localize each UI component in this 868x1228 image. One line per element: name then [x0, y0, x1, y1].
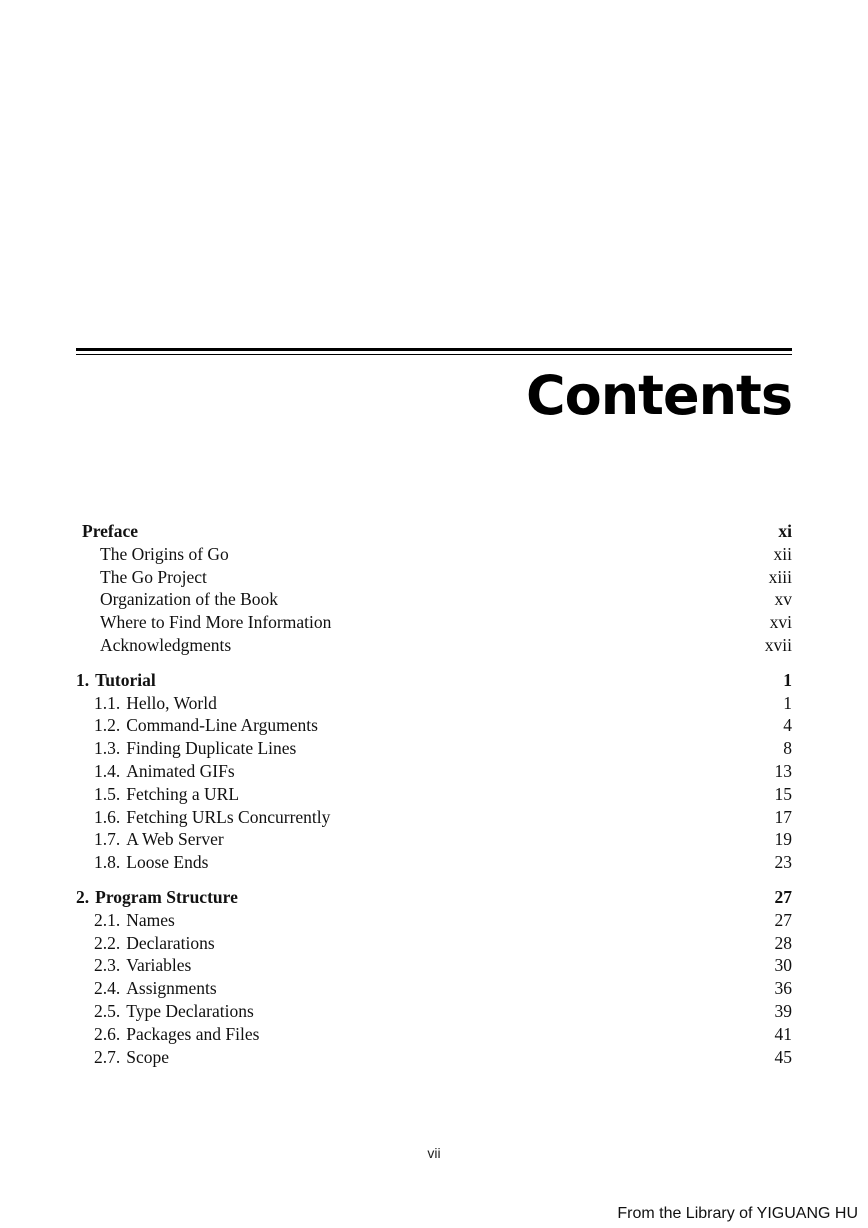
toc-entry-page: 8 [783, 738, 792, 759]
toc-entry-page: 17 [774, 806, 792, 827]
toc-entry-number: 1.6. [94, 806, 121, 827]
toc-section-entry[interactable] [76, 932, 792, 955]
toc-entry-heading [76, 669, 156, 692]
toc-entry-number: 1.8. [94, 852, 121, 873]
toc-entry-heading [94, 806, 330, 829]
toc-section-entry[interactable] [76, 634, 792, 657]
toc-entry-page: xiii [768, 566, 792, 587]
toc-entry-label: Tutorial [95, 669, 156, 690]
toc-entry-heading [94, 714, 318, 737]
toc-entry-page: xv [774, 589, 792, 610]
toc-entry-label: Loose Ends [126, 852, 209, 873]
toc-entry-number: 1.4. [94, 760, 121, 781]
toc-section-entry[interactable] [76, 783, 792, 806]
toc-entry-label: The Go Project [100, 566, 207, 587]
toc-entry-heading [94, 543, 229, 566]
toc-entry-page: xii [773, 543, 792, 564]
toc-entry-number: 1.5. [94, 783, 121, 804]
toc-entry-heading [94, 828, 224, 851]
toc-entry-number: 2.5. [94, 1000, 121, 1021]
toc-entry-number: 1. [76, 669, 90, 690]
toc-entry-label: Declarations [126, 932, 215, 953]
toc-section-entry[interactable] [76, 909, 792, 932]
toc-entry-page: 19 [774, 829, 792, 850]
toc-entry-label: Assignments [126, 978, 217, 999]
toc-section-entry[interactable] [76, 806, 792, 829]
toc-section-entry[interactable] [76, 737, 792, 760]
toc-entry-page: 1 [783, 692, 792, 713]
toc-entry-page: 27 [774, 909, 792, 930]
toc-entry-heading [76, 520, 138, 543]
toc-entry-label: Names [126, 909, 175, 930]
toc-section-entry[interactable] [76, 566, 792, 589]
toc-entry-number: 2. [76, 886, 90, 907]
toc-entry-label: Animated GIFs [126, 760, 235, 781]
toc-entry-heading [94, 1000, 254, 1023]
toc-entry-heading [94, 932, 215, 955]
toc-section-entry[interactable] [76, 977, 792, 1000]
toc-chapter-entry[interactable] [76, 520, 792, 543]
toc-section [76, 669, 792, 874]
toc-section-entry[interactable] [76, 714, 792, 737]
toc-entry-page: 28 [774, 932, 792, 953]
toc-entry-heading [94, 977, 217, 1000]
toc-entry-heading [94, 1023, 259, 1046]
toc-entry-heading [94, 611, 331, 634]
toc-entry-label: Command-Line Arguments [126, 715, 318, 736]
toc-entry-label: Where to Find More Information [100, 612, 332, 633]
toc-entry-page: 23 [774, 852, 792, 873]
toc-entry-label: Organization of the Book [100, 589, 279, 610]
toc-section-entry[interactable] [76, 611, 792, 634]
toc-entry-heading [94, 1046, 169, 1069]
header-rule-thin [76, 354, 792, 355]
toc-entry-label: Program Structure [95, 886, 238, 907]
toc-entry-page: 13 [774, 760, 792, 781]
toc-entry-label: Variables [126, 955, 192, 976]
header-rule-thick [76, 348, 792, 351]
toc-section-entry[interactable] [76, 760, 792, 783]
toc-entry-label: Acknowledgments [100, 634, 232, 655]
toc-entry-label: Preface [82, 521, 139, 541]
toc-entry-heading [94, 954, 191, 977]
toc-entry-label: Fetching a URL [126, 783, 240, 804]
toc-entry-heading [94, 909, 175, 932]
toc-section-entry[interactable] [76, 851, 792, 874]
toc-entry-page: 41 [774, 1023, 792, 1044]
toc-entry-page: xi [778, 521, 792, 541]
toc-entry-label: Finding Duplicate Lines [126, 738, 297, 759]
toc-section-entry[interactable] [76, 543, 792, 566]
toc-entry-heading [76, 886, 238, 909]
toc-entry-page: 36 [774, 978, 792, 999]
toc-section-entry[interactable] [76, 954, 792, 977]
table-of-contents [76, 520, 792, 1080]
toc-entry-number: 2.2. [94, 932, 121, 953]
toc-entry-heading [94, 566, 207, 589]
toc-section-entry[interactable] [76, 588, 792, 611]
toc-entry-number: 2.6. [94, 1023, 121, 1044]
toc-entry-label: Packages and Files [126, 1023, 260, 1044]
toc-entry-heading [94, 851, 208, 874]
toc-entry-heading [94, 760, 235, 783]
toc-entry-page: 1 [783, 669, 792, 690]
toc-section [76, 886, 792, 1068]
toc-entry-label: Hello, World [126, 692, 217, 713]
toc-entry-heading [94, 634, 231, 657]
toc-section-entry[interactable] [76, 1000, 792, 1023]
page-title: Contents [525, 364, 792, 427]
toc-entry-heading [94, 692, 217, 715]
toc-entry-page: 45 [774, 1046, 792, 1067]
toc-section [76, 520, 792, 657]
toc-entry-number: 1.7. [94, 829, 121, 850]
toc-entry-number: 2.7. [94, 1046, 121, 1067]
toc-entry-page: 15 [774, 783, 792, 804]
toc-entry-page: 4 [783, 715, 792, 736]
toc-entry-number: 1.1. [94, 692, 121, 713]
toc-chapter-entry[interactable] [76, 886, 792, 909]
toc-section-entry[interactable] [76, 1023, 792, 1046]
toc-entry-label: The Origins of Go [100, 543, 229, 564]
toc-entry-heading [94, 737, 296, 760]
toc-entry-page: 27 [774, 886, 792, 907]
toc-entry-number: 2.1. [94, 909, 121, 930]
toc-entry-page: 30 [774, 955, 792, 976]
toc-entry-number: 2.3. [94, 955, 121, 976]
toc-entry-page: xvii [764, 634, 792, 655]
toc-entry-label: Scope [126, 1046, 170, 1067]
library-watermark: From the Library of YIGUANG HU [617, 1205, 858, 1222]
toc-section-entry[interactable] [76, 828, 792, 851]
toc-entry-number: 2.4. [94, 978, 121, 999]
toc-entry-label: Fetching URLs Concurrently [126, 806, 331, 827]
toc-entry-heading [94, 588, 278, 611]
toc-entry-label: A Web Server [126, 829, 224, 850]
toc-entry-page: 39 [774, 1000, 792, 1021]
toc-section-entry[interactable] [76, 1046, 792, 1069]
toc-entry-page: xvi [769, 612, 792, 633]
toc-chapter-entry[interactable] [76, 669, 792, 692]
toc-entry-number: 1.3. [94, 738, 121, 759]
page-number: vii [427, 1145, 441, 1161]
toc-entry-number: 1.2. [94, 715, 121, 736]
toc-entry-heading [94, 783, 239, 806]
toc-entry-label: Type Declarations [126, 1000, 254, 1021]
toc-section-entry[interactable] [76, 692, 792, 715]
